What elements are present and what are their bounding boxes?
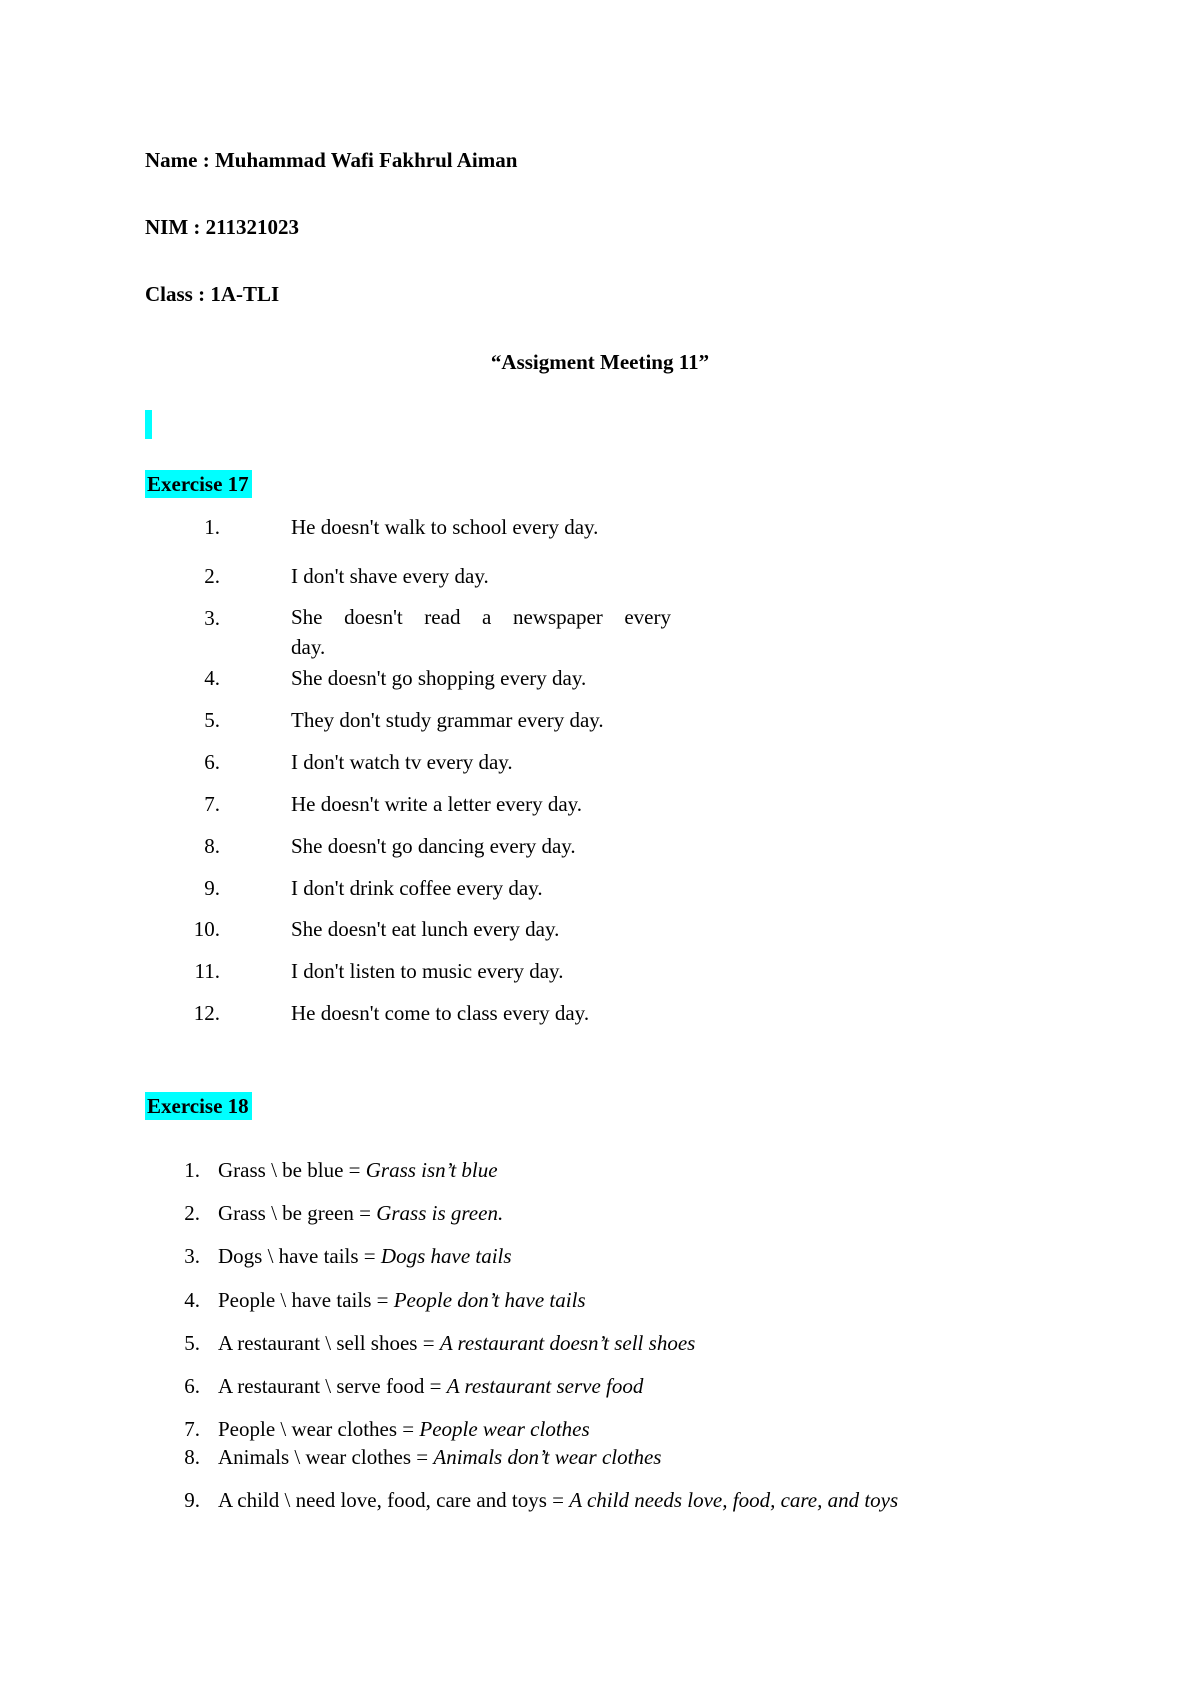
class-line: Class : 1A-TLI bbox=[145, 282, 280, 306]
item-number: 3. bbox=[204, 606, 220, 630]
item-answer: A restaurant doesn’t sell shoes bbox=[439, 1331, 696, 1355]
item-prompt: Grass \ be blue = bbox=[218, 1158, 366, 1182]
item-number: 1. bbox=[204, 515, 220, 539]
item-answer: Animals don’t wear clothes bbox=[433, 1445, 662, 1469]
item-number: 5. bbox=[184, 1331, 200, 1355]
item-prompt: People \ wear clothes = bbox=[218, 1417, 420, 1441]
item-answer: A child needs love, food, care, and toys bbox=[569, 1488, 899, 1512]
item-number: 3. bbox=[184, 1244, 200, 1268]
item-text: He doesn't write a letter every day. bbox=[291, 792, 583, 816]
item-text-continued: day. bbox=[291, 635, 326, 659]
item-answer: A restaurant serve food bbox=[446, 1374, 644, 1398]
item-answer: People don’t have tails bbox=[393, 1288, 586, 1312]
item-prompt: Grass \ be green = bbox=[218, 1201, 377, 1225]
item-line bbox=[218, 1374, 643, 1399]
item-text: They don't study grammar every day. bbox=[291, 708, 604, 732]
item-text: She doesn't go shopping every day. bbox=[291, 666, 587, 690]
item-answer: Dogs have tails bbox=[380, 1244, 512, 1268]
item-number: 4. bbox=[184, 1288, 200, 1312]
item-text: I don't listen to music every day. bbox=[291, 959, 564, 983]
item-number: 9. bbox=[184, 1488, 200, 1512]
item-line bbox=[218, 1158, 498, 1183]
item-number: 7. bbox=[184, 1417, 200, 1441]
item-number: 11. bbox=[194, 959, 220, 983]
item-prompt: A child \ need love, food, care and toys = bbox=[218, 1488, 570, 1512]
item-text: He doesn't come to class every day. bbox=[291, 1001, 590, 1025]
item-number: 7. bbox=[204, 792, 220, 816]
exercise-18-heading: Exercise 18 bbox=[145, 1092, 252, 1120]
item-number: 12. bbox=[193, 1001, 220, 1025]
item-text: I don't shave every day. bbox=[291, 564, 489, 588]
item-text: She doesn't eat lunch every day. bbox=[291, 917, 560, 941]
exercise-17-heading: Exercise 17 bbox=[145, 470, 252, 498]
item-line bbox=[218, 1244, 512, 1269]
item-text: I don't drink coffee every day. bbox=[291, 876, 543, 900]
name-line: Name : Muhammad Wafi Fakhrul Aiman bbox=[145, 148, 518, 172]
item-number: 5. bbox=[204, 708, 220, 732]
nim-line: NIM : 211321023 bbox=[145, 215, 299, 239]
item-line bbox=[218, 1331, 695, 1356]
item-line bbox=[218, 1288, 586, 1313]
item-line bbox=[218, 1201, 503, 1226]
item-text: He doesn't walk to school every day. bbox=[291, 515, 599, 539]
item-text-wrapped bbox=[291, 602, 671, 662]
highlight-mark bbox=[145, 410, 152, 439]
item-number: 1. bbox=[184, 1158, 200, 1182]
item-text: I don't watch tv every day. bbox=[291, 750, 513, 774]
item-prompt: A restaurant \ serve food = bbox=[218, 1374, 447, 1398]
item-text: She doesn't read a newspaper every bbox=[291, 605, 671, 629]
item-number: 2. bbox=[184, 1201, 200, 1225]
item-line bbox=[218, 1445, 661, 1470]
item-number: 10. bbox=[193, 917, 220, 941]
item-number: 6. bbox=[204, 750, 220, 774]
item-number: 8. bbox=[204, 834, 220, 858]
item-number: 9. bbox=[204, 876, 220, 900]
item-prompt: Dogs \ have tails = bbox=[218, 1244, 381, 1268]
document-title: “Assigment Meeting 11” bbox=[490, 350, 710, 374]
item-answer: Grass isn’t blue bbox=[365, 1158, 498, 1182]
item-prompt: Animals \ wear clothes = bbox=[218, 1445, 434, 1469]
item-number: 6. bbox=[184, 1374, 200, 1398]
item-answer: Grass is green. bbox=[376, 1201, 504, 1225]
item-number: 4. bbox=[204, 666, 220, 690]
item-answer: People wear clothes bbox=[419, 1417, 590, 1441]
item-line bbox=[218, 1488, 898, 1513]
item-prompt: People \ have tails = bbox=[218, 1288, 394, 1312]
item-line bbox=[218, 1417, 590, 1442]
item-number: 2. bbox=[204, 564, 220, 588]
item-text: She doesn't go dancing every day. bbox=[291, 834, 576, 858]
item-number: 8. bbox=[184, 1445, 200, 1469]
item-prompt: A restaurant \ sell shoes = bbox=[218, 1331, 440, 1355]
